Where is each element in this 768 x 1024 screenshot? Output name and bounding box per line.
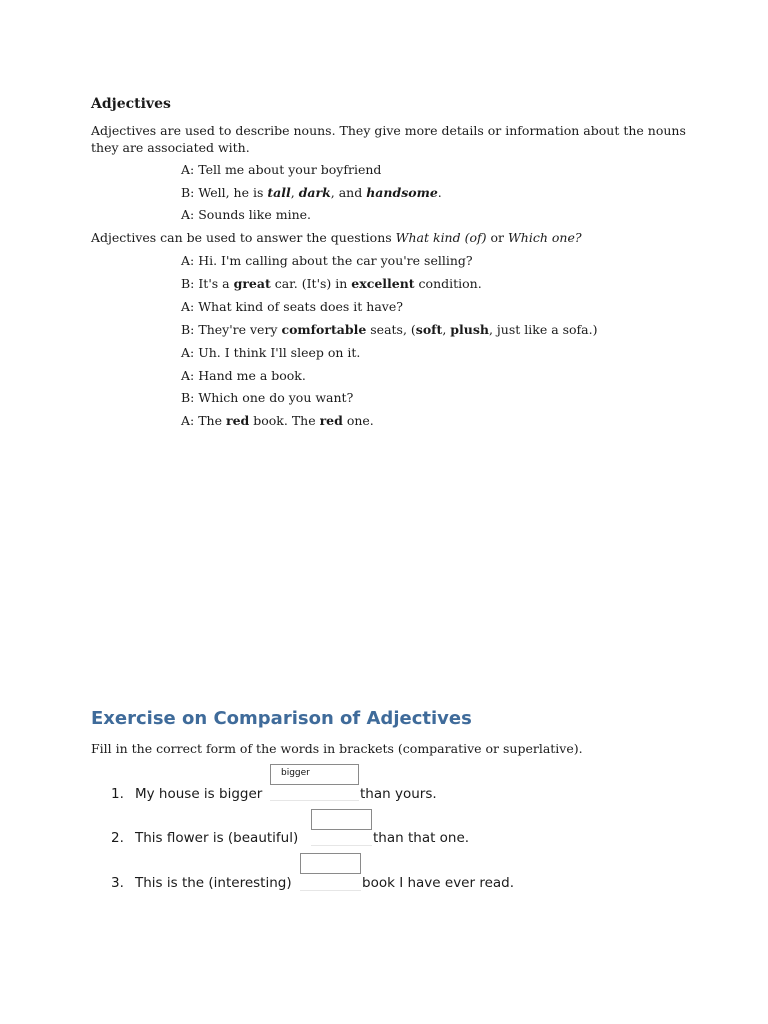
section-heading: Adjectives	[91, 96, 171, 112]
dialog-text: A: Hand me a book.	[181, 368, 306, 383]
bold-word: excellent	[351, 276, 415, 291]
emphasis-word: tall	[267, 185, 291, 200]
dialog-line	[181, 345, 360, 360]
item-text-after: than that one.	[373, 830, 470, 846]
dialog-line	[181, 322, 598, 337]
dialog-line	[181, 276, 482, 291]
dialog-line	[181, 185, 442, 200]
bold-word: plush	[450, 322, 489, 337]
item-number: 1.	[111, 786, 124, 802]
dialog-line	[181, 299, 403, 314]
item-number: 2.	[111, 830, 124, 846]
bold-word: comfortable	[281, 322, 367, 337]
answer-field-3[interactable]	[300, 853, 361, 874]
dialog-text: A: What kind of seats does it have?	[181, 299, 403, 314]
answer-field-2[interactable]	[311, 809, 372, 830]
item-text-after: than yours.	[360, 786, 437, 802]
emphasis-word: dark	[298, 185, 331, 200]
dialog-text: condition.	[414, 276, 482, 291]
dialog-line	[181, 253, 473, 268]
item-text-before: This flower is (beautiful)	[135, 830, 299, 846]
dialog-text: car. (It's) in	[270, 276, 352, 291]
body-text: or	[486, 230, 508, 245]
dialog-text: A: Sounds like mine.	[181, 207, 312, 222]
body-text: Adjectives can be used to answer the questions	[91, 230, 396, 245]
dialog-text: book. The	[249, 413, 320, 428]
dialog-text: B: Well, he is	[181, 185, 268, 200]
italic-phrase: What kind (of)	[395, 230, 487, 245]
bold-word: soft	[415, 322, 443, 337]
bold-word: red	[319, 413, 343, 428]
dialog-text: , just like a sofa.)	[488, 322, 598, 337]
dialog-text: ,	[290, 185, 299, 200]
bold-word: red	[225, 413, 250, 428]
exercise-instructions: Fill in the correct form of the words in brackets (comparative or superlative).	[91, 741, 583, 756]
dialog-text: , and	[330, 185, 367, 200]
dialog-text: B: Which one do you want?	[181, 390, 354, 405]
dialog-line	[181, 162, 381, 177]
dialog-text: B: They're very	[181, 322, 282, 337]
dialog-text: A: Uh. I think I'll sleep on it.	[181, 345, 361, 360]
intro-paragraph: Adjectives are used to describe nouns. They give more details or information about the nouns they are associated with.	[91, 123, 686, 155]
dialog-text: A: Hi. I'm calling about the car you're selling?	[181, 253, 473, 268]
questions-line	[91, 230, 582, 245]
dialog-line	[181, 413, 374, 428]
bold-word: great	[233, 276, 271, 291]
item-number: 3.	[111, 875, 124, 891]
dialog-text: one.	[342, 413, 374, 428]
item-text-before: My house is bigger	[135, 786, 263, 802]
italic-phrase: Which one?	[507, 230, 582, 245]
dialog-text: A: Tell me about your boyfriend	[181, 162, 382, 177]
dialog-line	[181, 368, 306, 383]
dialog-text: A: The	[181, 413, 226, 428]
dialog-line	[181, 390, 353, 405]
emphasis-word: handsome	[366, 185, 438, 200]
dialog-text: B: It's a	[181, 276, 234, 291]
field-underline	[300, 890, 361, 891]
item-text-before: This is the (interesting)	[135, 875, 292, 891]
dialog-text: .	[437, 185, 442, 200]
field-underline	[270, 800, 359, 801]
dialog-text: ,	[442, 322, 451, 337]
answer-field-1[interactable]: bigger	[270, 764, 359, 785]
field-underline	[311, 845, 372, 846]
dialog-line	[181, 207, 311, 222]
exercise-title: Exercise on Comparison of Adjectives	[91, 708, 472, 729]
dialog-text: seats, (	[366, 322, 416, 337]
item-text-after: book I have ever read.	[362, 875, 515, 891]
